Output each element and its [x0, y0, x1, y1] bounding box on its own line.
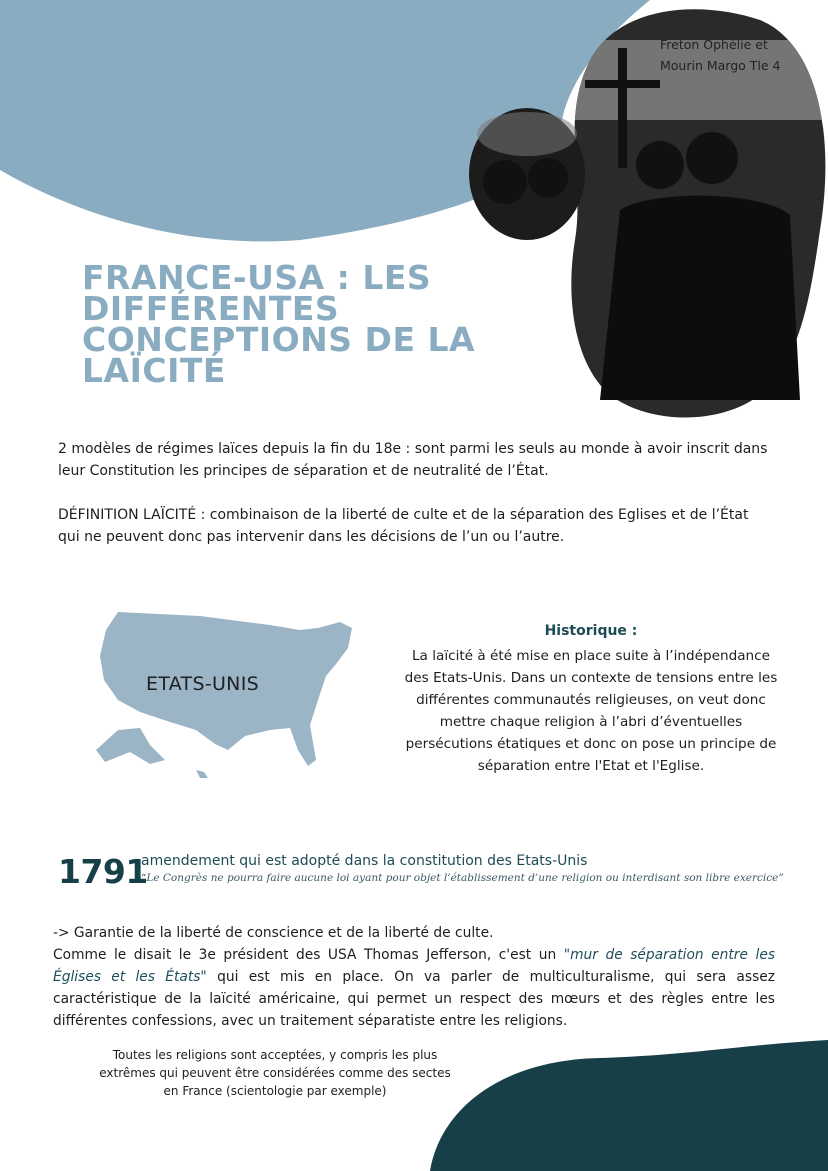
body-part-b: qui est mis en place. On va parler de multiculturalisme, qui sera assez caractéristique de la laïcité américaine, qui permet un respect des mœurs et des règles entre les différentes confessions, avec un traitement séparatiste entre les religions. [53, 969, 775, 1029]
jefferson-quote: "mur de séparation entre les Églises et les États" [53, 947, 776, 985]
amendment-text: amendement qui est adopté dans la constitution des Etats-Unis [141, 853, 588, 869]
amendment-quote: “Le Congrès ne pourra faire aucune loi ayant pour objet l’établissement d’une religion ou interdisant son libre exercice” [141, 872, 784, 884]
author-line-2: Mourin Margo Tle 4 [660, 58, 781, 73]
historique-title: Historique : [544, 623, 638, 639]
bottom-blob [430, 1040, 828, 1171]
historique-text: La laïcité à été mise en place suite à l’indépendance des Etats-Unis. Dans un contexte de tensions entre les différentes communautés religieuses, on veut donc mettre chaque religion à l’abri d’éventuelles persécutions étatiques et donc on pose un principe de séparation entre l'Etat et l'Eglise. [404, 648, 778, 774]
title-line-2: DIFFÉRENTES [82, 289, 340, 328]
usa-map [96, 612, 352, 778]
definition-paragraph: DÉFINITION LAÏCITÉ : combinaison de la liberté de culte et de la séparation des Eglises et de l’État qui ne peuvent donc pas intervenir dans les décisions de l’un ou l’autre. [58, 507, 749, 545]
amendment-year: 1791 [58, 852, 148, 891]
body-paragraph [53, 922, 775, 1032]
body-part-a: Comme le disait le 3e président des USA Thomas Jefferson, c'est un [53, 947, 564, 963]
page-title [82, 258, 562, 390]
cross-icon [618, 48, 627, 168]
intro-paragraph: 2 modèles de régimes laïces depuis la fin du 18e : sont parmi les seuls au monde à avoir inscrit dans leur Constitution les principes de séparation et de neutralité de l’État. [58, 441, 768, 479]
authors [660, 34, 810, 76]
title-line-3: CONCEPTIONS DE LA [82, 320, 476, 359]
title-line-1: FRANCE-USA : LES [82, 258, 432, 297]
body-line-1: -> Garantie de la liberté de conscience et de la liberté de culte. [53, 925, 494, 941]
title-line-4: LAÏCITÉ [82, 351, 226, 390]
religions-note: Toutes les religions sont acceptées, y compris les plus extrêmes qui peuvent être considérées comme des sectes en France (scientologie par exemple) [99, 1048, 451, 1098]
map-label: ETATS-UNIS [146, 673, 259, 695]
author-line-1: Freton Ophélie et [660, 37, 768, 52]
